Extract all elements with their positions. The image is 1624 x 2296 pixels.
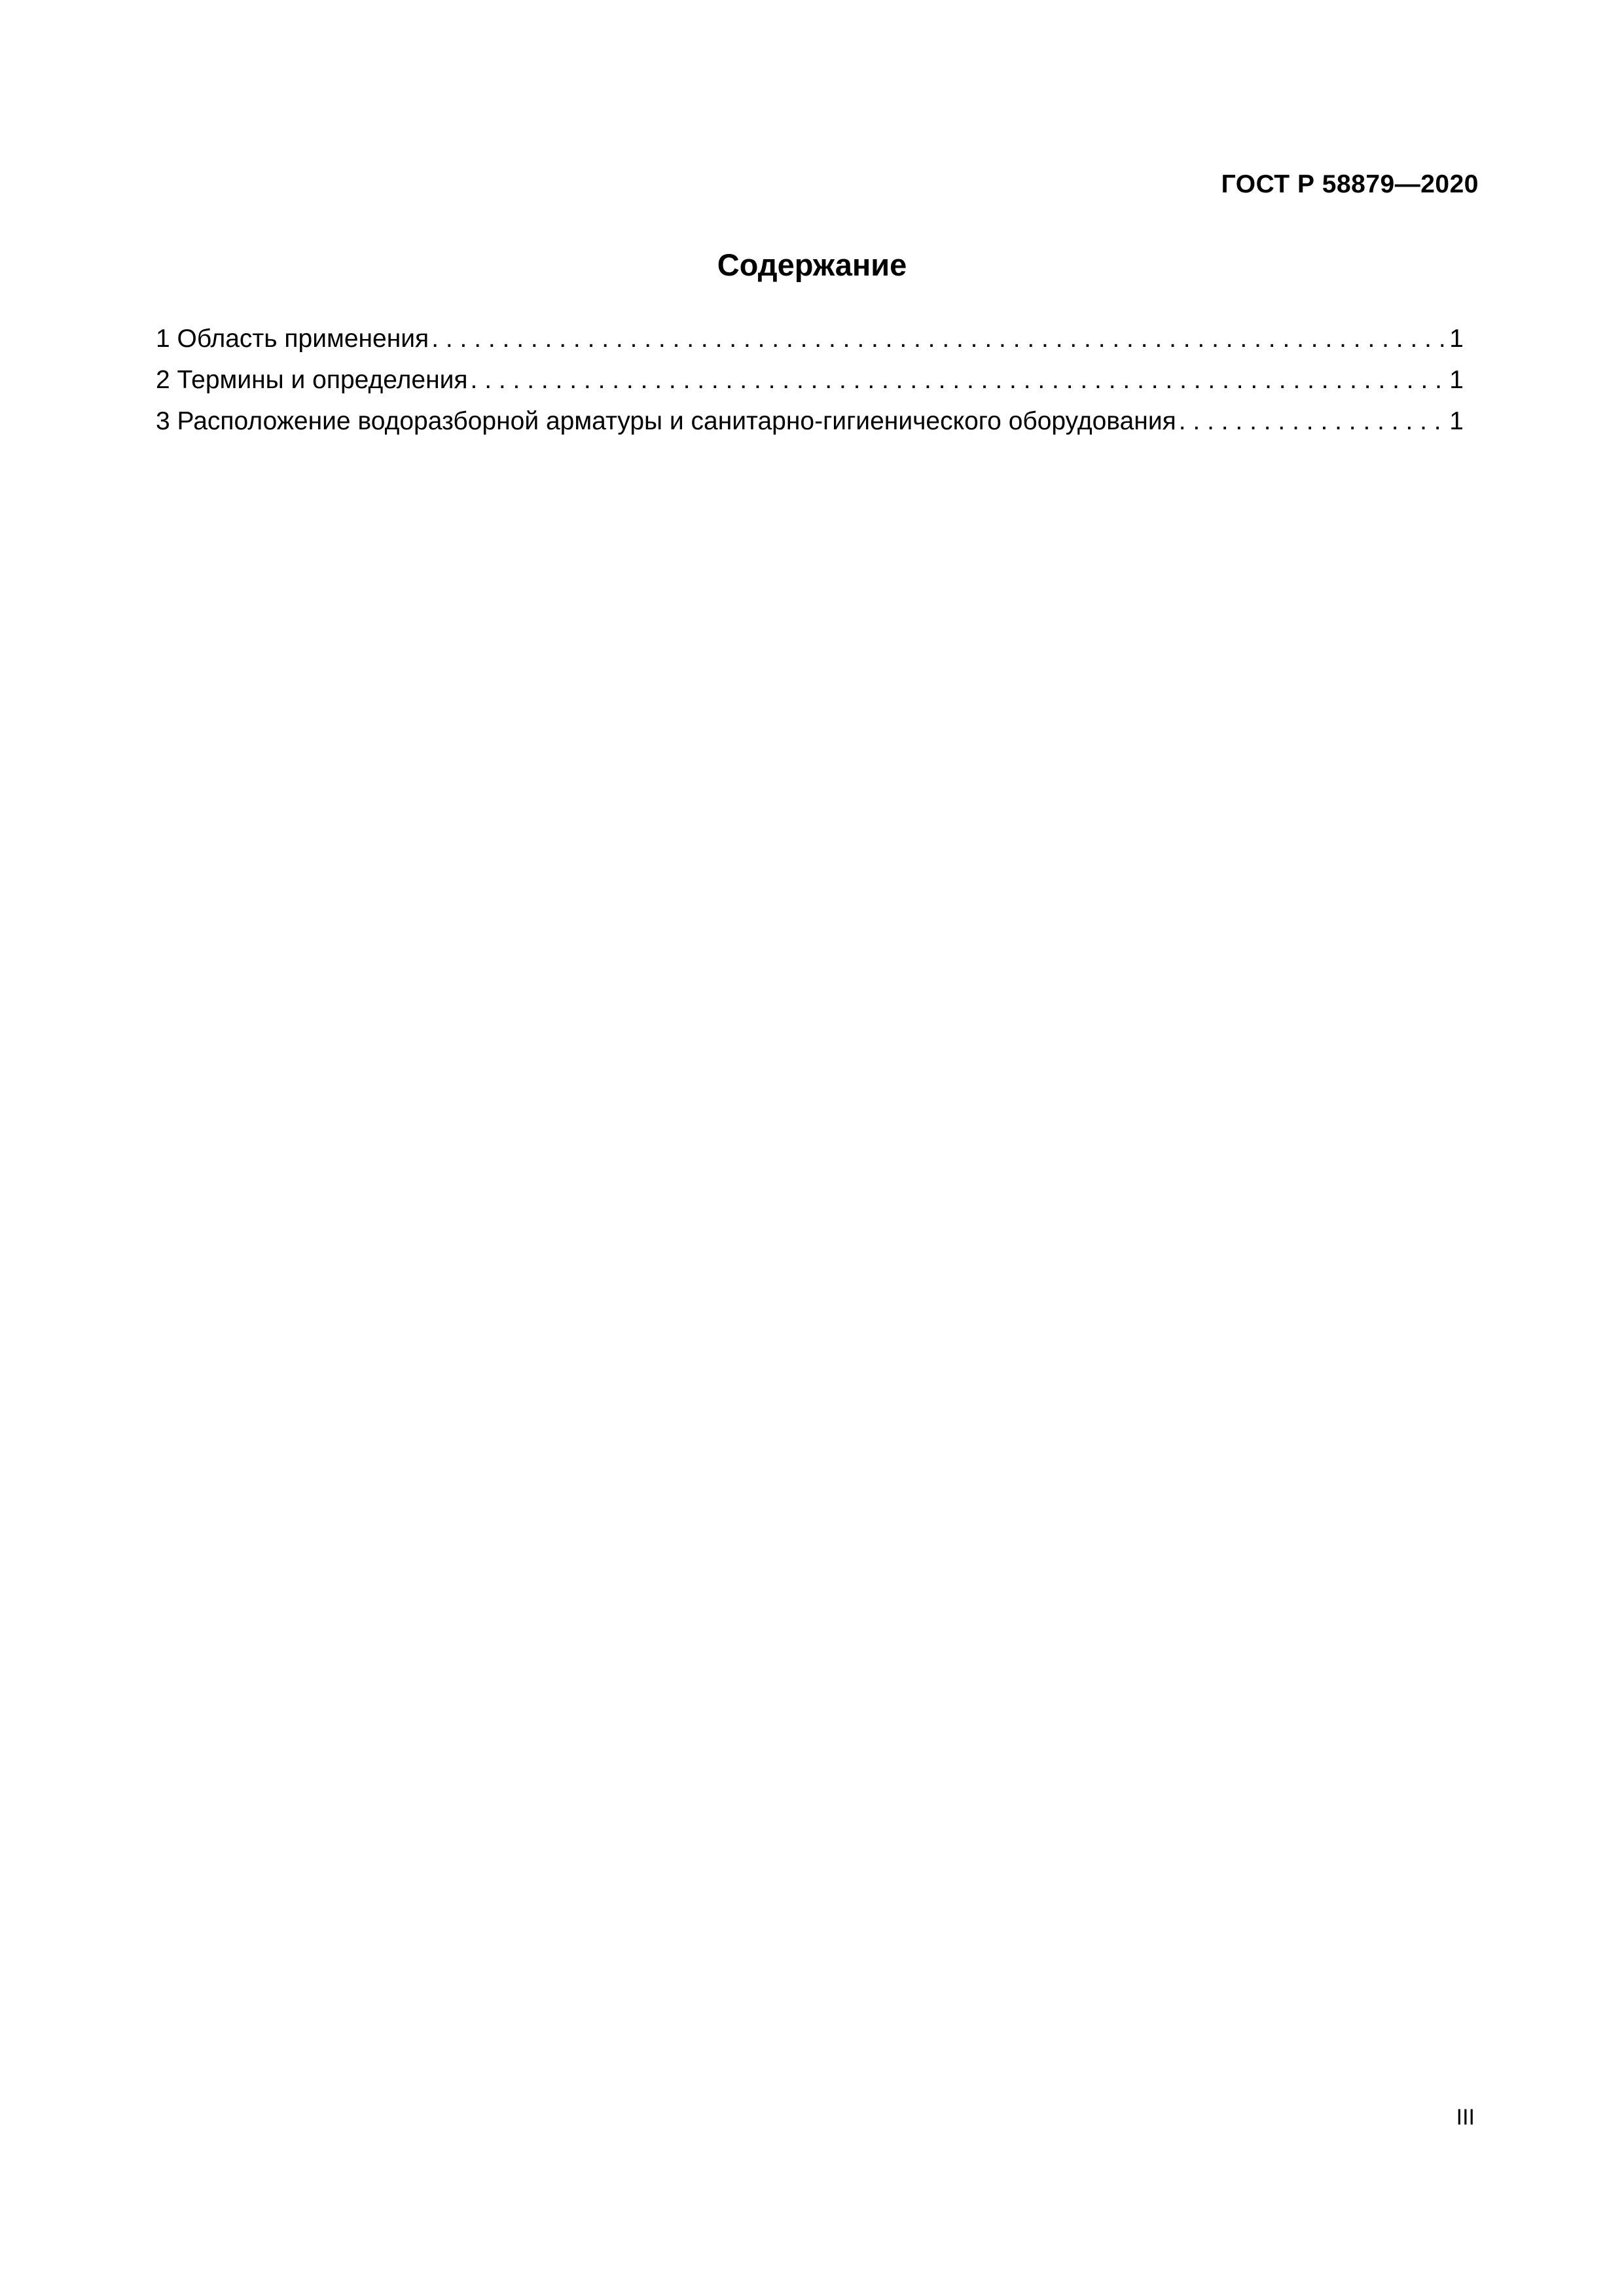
toc-dot-leader [429, 318, 1448, 359]
toc-entry-label: 1 Область применения [156, 325, 429, 353]
toc-dot-leader [468, 359, 1449, 401]
toc-entry-scope[interactable] [156, 318, 1464, 359]
toc-entry-page: 1 [1449, 325, 1464, 353]
document-standard-id: ГОСТ Р 58879—2020 [1221, 170, 1479, 198]
toc-entry-equipment-location[interactable] [156, 401, 1464, 442]
page-number: III [1456, 2105, 1475, 2130]
toc-entry-label: 3 Расположение водоразборной арматуры и санитарно-гигиенического оборудования [156, 407, 1176, 435]
toc-entry-label: 2 Термины и определения [156, 366, 468, 394]
toc-entry-page: 1 [1449, 407, 1464, 435]
toc-entry-page: 1 [1449, 366, 1464, 394]
toc-title: Содержание [717, 247, 907, 282]
toc-dot-leader [1176, 401, 1449, 442]
toc-entry-terms[interactable] [156, 359, 1464, 401]
table-of-contents [156, 318, 1464, 442]
